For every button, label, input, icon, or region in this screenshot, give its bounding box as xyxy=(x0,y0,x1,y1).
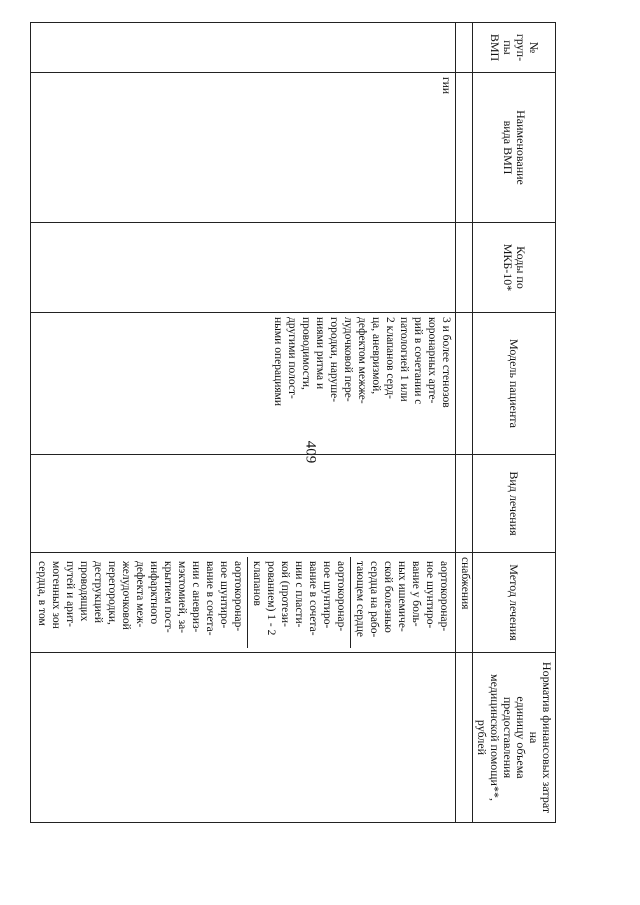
table-row xyxy=(31,23,456,823)
document-table-area xyxy=(36,22,556,822)
cont-cell-patient-model xyxy=(456,313,473,455)
cell-treatment-type xyxy=(31,455,456,553)
method-item: аортокоронар- ное шунтиро- вание в сочета- нии с пласти- кой (протези- рованием) 1 - 2 клапанов xyxy=(248,557,351,648)
cell-group-number xyxy=(31,23,456,73)
header-vmp-name: Наименование вида ВМП xyxy=(473,73,556,223)
cont-cell-icd xyxy=(456,223,473,313)
header-treatment-method: Метод лечения xyxy=(473,553,556,653)
cont-cell-treatment-type xyxy=(456,455,473,553)
cell-icd-codes xyxy=(31,223,456,313)
page-number: 409 xyxy=(302,440,319,464)
cell-patient-model: 3 и более стенозов коронарных арте- рий в сочетании с патологией 1 или 2 клапанов серд- ца, аневризмой, дефектом межже- лудочковой перe- городки, наруше- ниями ритма и проводимости, другими полост- ными операциями xyxy=(31,313,456,455)
vmp-table xyxy=(30,22,556,823)
table-header-row xyxy=(473,23,556,823)
cont-cell-group xyxy=(456,23,473,73)
method-item: аортокоронар- ное шунтиро- вание у боль- ных ишемиче- ской болезнью сердца на рабо- тающем сердце xyxy=(354,561,450,638)
header-group-number: № груп- пы ВМП xyxy=(473,23,556,73)
rotated-table-container xyxy=(36,22,556,822)
cell-cost-standard xyxy=(31,653,456,823)
header-patient-model: Модель пациента xyxy=(473,313,556,455)
cont-cell-vmp-name xyxy=(456,73,473,223)
method-item: аортокоронар- ное шунтиро- вание в сочета- нии с аневриз- мэктомией, за- крытием пост- инфарктного дефекта меж- желудочковой перегородки, деструкцией проводящих путей и арит- могенных зон сердца, в том xyxy=(33,557,248,648)
header-treatment-type: Вид лечения xyxy=(473,455,556,553)
cell-vmp-name: гии xyxy=(31,73,456,223)
header-icd-codes: Коды по МКБ-10* xyxy=(473,223,556,313)
cell-treatment-methods xyxy=(31,553,456,653)
cont-cell-cost xyxy=(456,653,473,823)
table-continuation-row xyxy=(456,23,473,823)
cont-cell-method: снабжения xyxy=(456,553,473,653)
header-cost-standard: Норматив финансовых затрат на единицу объема предоставления медицинской помощи**, рублей xyxy=(473,653,556,823)
